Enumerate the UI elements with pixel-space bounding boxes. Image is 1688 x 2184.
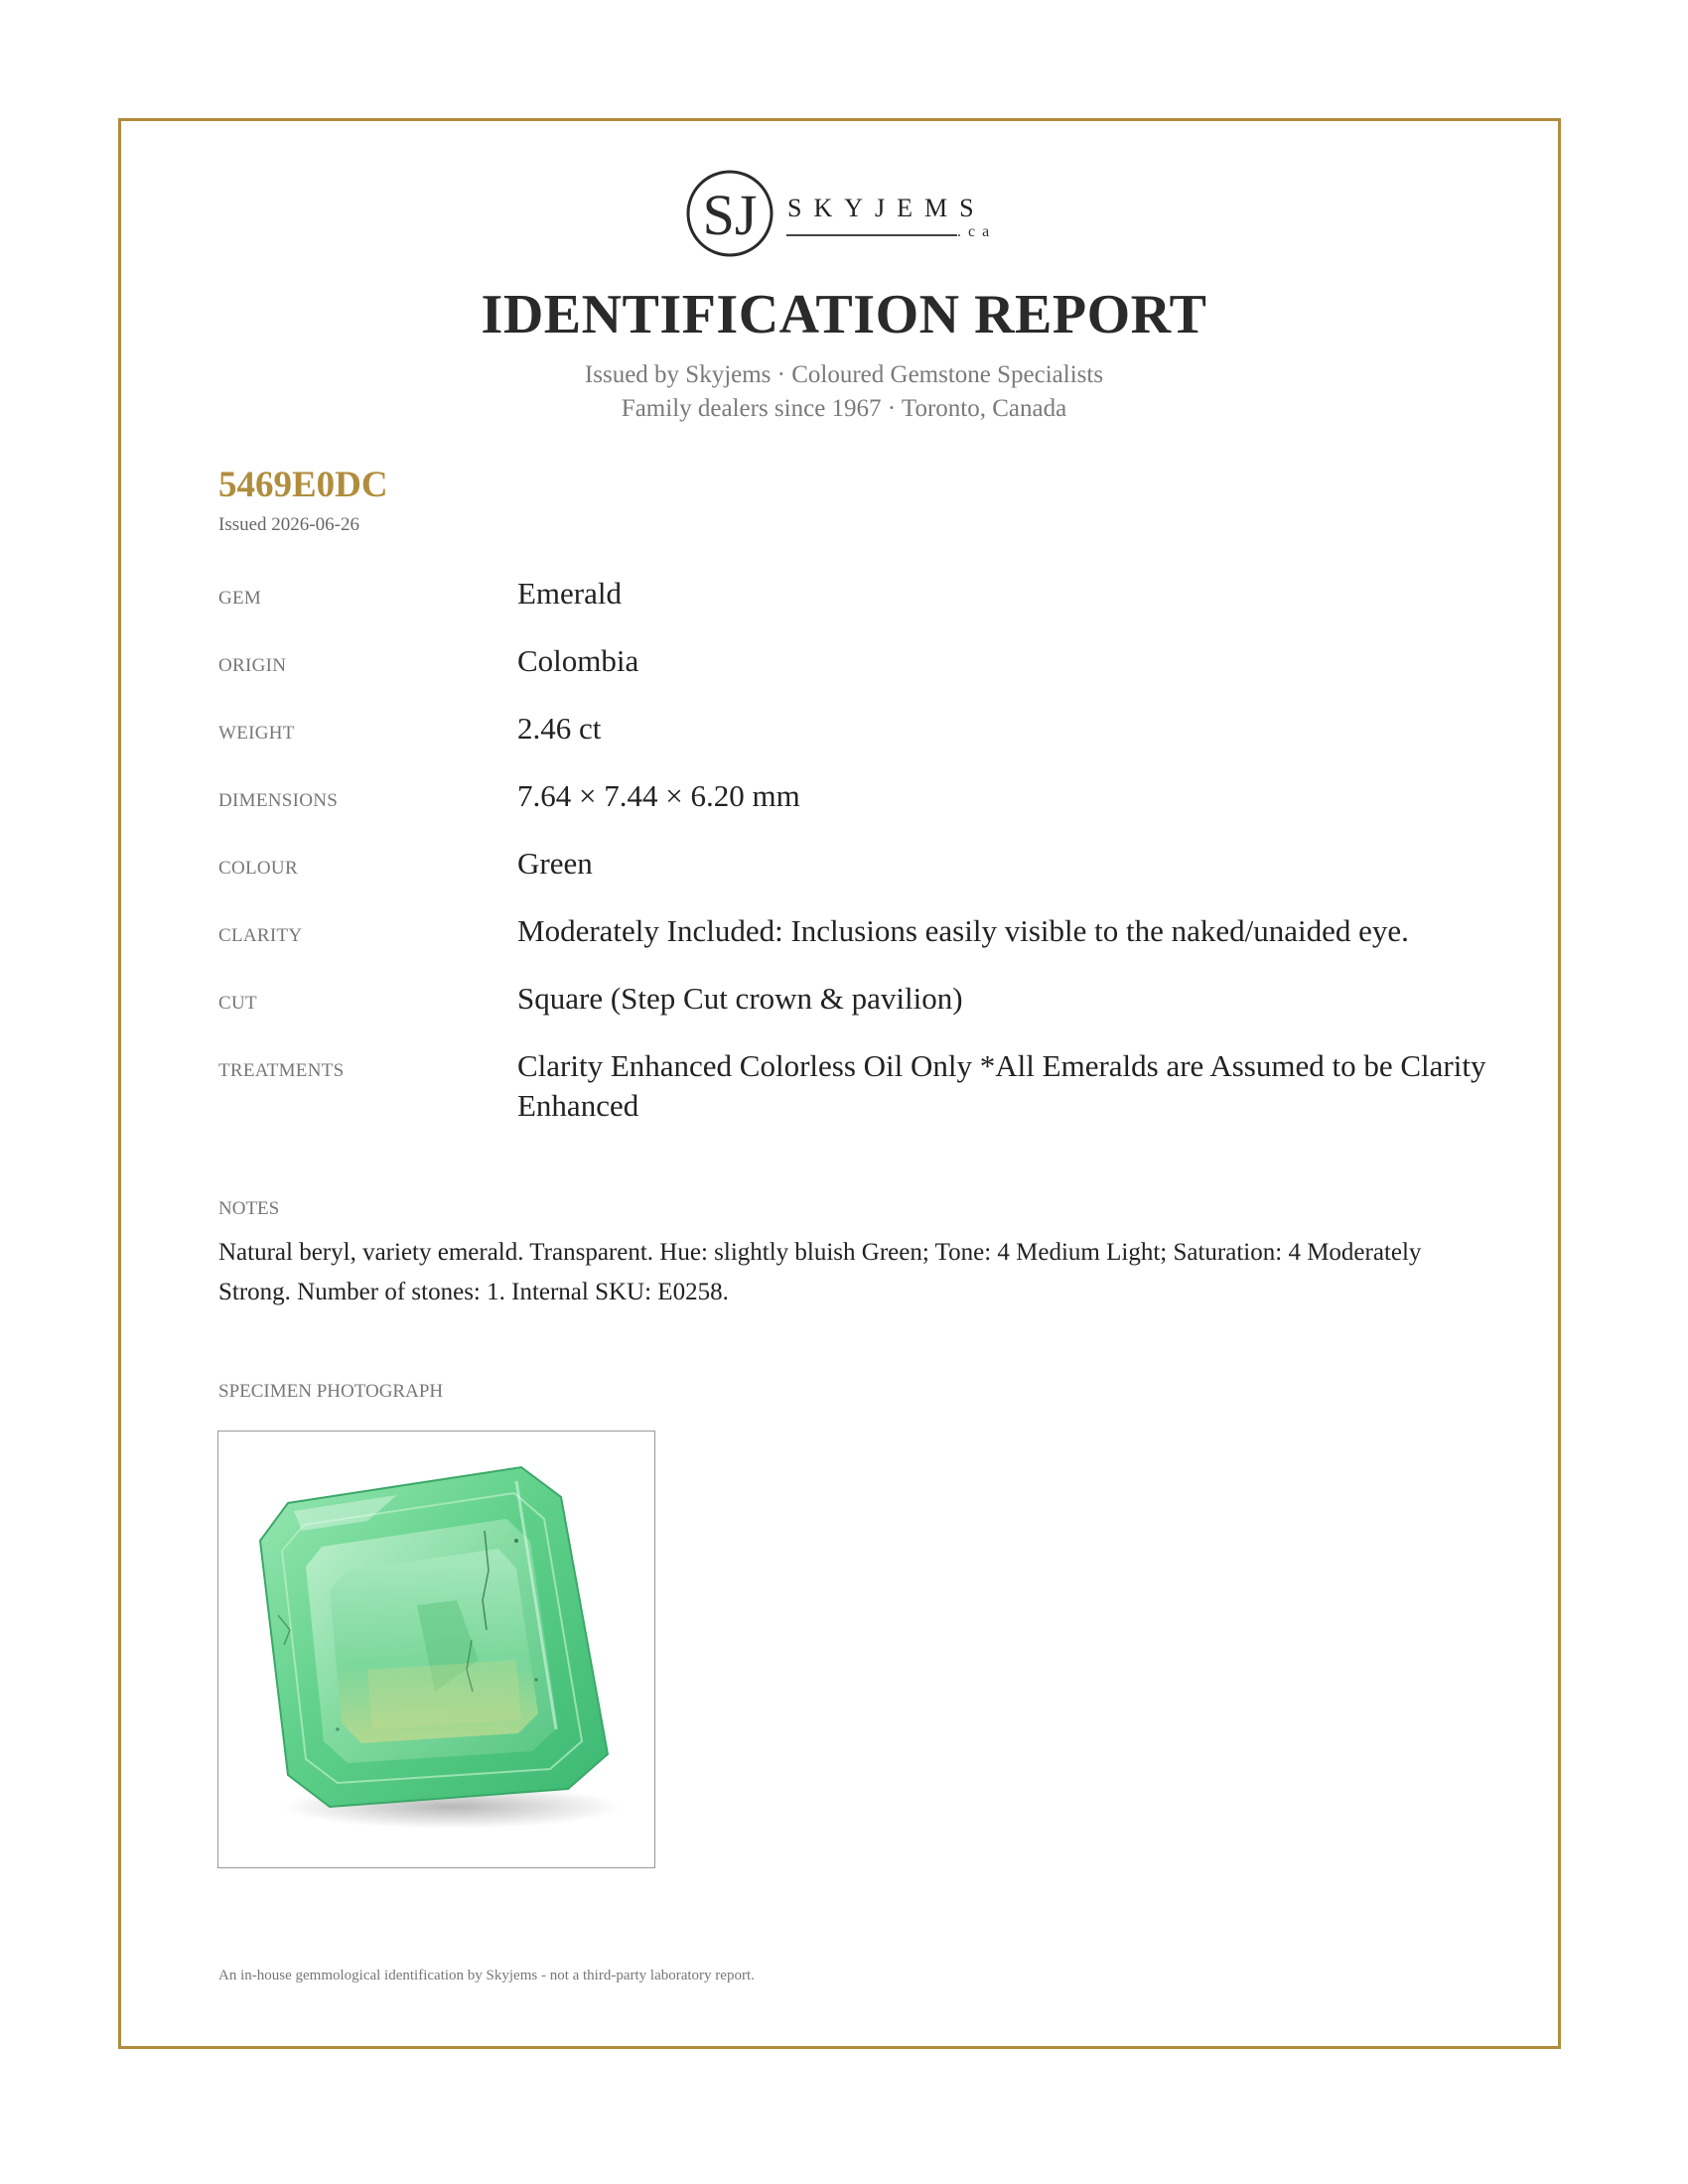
field-label-colour: COLOUR	[218, 858, 298, 879]
issuer-line: Issued by Skyjems · Coloured Gemstone Specialists	[584, 361, 1104, 388]
emerald-image	[218, 1432, 655, 1868]
field-label-treatments: TREATMENTS	[218, 1060, 345, 1081]
field-label-dimensions: DIMENSIONS	[218, 790, 339, 811]
logo-monogram: SJ	[702, 183, 758, 247]
field-label-weight: WEIGHT	[218, 723, 295, 744]
field-value-weight: 2.46 ct	[517, 711, 602, 746]
report-title: IDENTIFICATION REPORT	[481, 284, 1207, 345]
field-value-cut: Square (Step Cut crown & pavilion)	[517, 981, 963, 1016]
disclaimer: An in-house gemmological identification by Skyjems - not a third-party laboratory report.	[218, 1968, 755, 1983]
brand-domain-line	[786, 223, 1003, 245]
field-label-gem: GEM	[218, 588, 262, 609]
field-label-cut: CUT	[218, 993, 257, 1014]
notes-text: Natural beryl, variety emerald. Transparent. Hue: slightly bluish Green; Tone: 4 Medium Light; Saturation: 4 Moderately Strong. Number of stones: 1. Internal SKU: E0258.	[218, 1239, 1422, 1305]
brand-domain: .ca	[957, 223, 997, 240]
report-id: 5469E0DC	[218, 465, 388, 505]
field-value-colour: Green	[517, 846, 593, 881]
specimen-photo	[217, 1431, 655, 1868]
field-value-treatments: Clarity Enhanced Colorless Oil Only *All Emeralds are Assumed to be Clarity Enhanced	[517, 1048, 1486, 1123]
field-value-origin: Colombia	[517, 643, 639, 678]
field-label-clarity: CLARITY	[218, 925, 303, 946]
photo-label: SPECIMEN PHOTOGRAPH	[218, 1381, 444, 1402]
field-value-gem: Emerald	[517, 576, 623, 611]
dealer-line: Family dealers since 1967 · Toronto, Canada	[621, 395, 1067, 422]
field-value-dimensions: 7.64 × 7.44 × 6.20 mm	[517, 778, 800, 813]
brand-divider	[786, 234, 957, 236]
brand-name: SKYJEMS	[787, 194, 986, 222]
field-value-clarity: Moderately Included: Inclusions easily visible to the naked/unaided eye.	[517, 913, 1409, 948]
issue-date: Issued 2026-06-26	[218, 514, 359, 535]
notes-label: NOTES	[218, 1198, 280, 1219]
field-label-origin: ORIGIN	[218, 655, 287, 676]
